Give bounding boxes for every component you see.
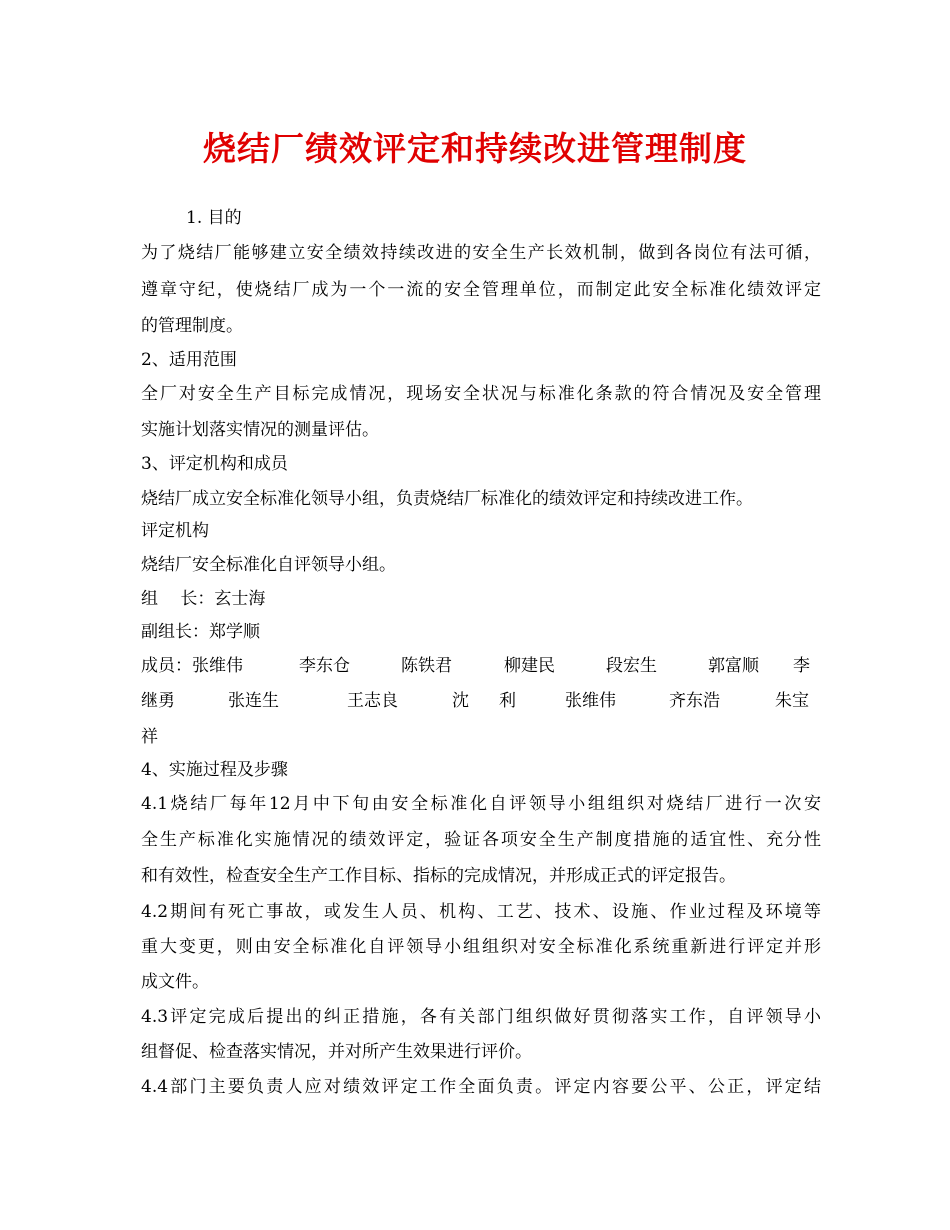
paragraph-line: 烧结厂安全标准化自评领导小组。 (141, 555, 396, 575)
paragraph-line: 为了烧结厂能够建立安全绩效持续改进的安全生产长效机制，做到各岗位有法可循， (141, 243, 821, 263)
paragraph-line: 全厂对安全生产目标完成情况，现场安全状况与标准化条款的符合情况及安全管理 (141, 384, 821, 404)
member-name: 继勇 (141, 691, 175, 711)
subheading: 评定机构 (141, 521, 209, 541)
document-title: 烧结厂绩效评定和持续改进管理制度 (203, 129, 747, 168)
paragraph-line: 4.4部门主要负责人应对绩效评定工作全面负责。评定内容要公平、公正，评定结 (141, 1077, 821, 1097)
member-name: 段宏生 (606, 656, 657, 676)
deputy-leader-line: 副组长：郑学顺 (141, 622, 260, 642)
group-leader-line: 组 长：玄士海 (141, 589, 266, 609)
paragraph-line: 和有效性，检查安全生产工作目标、指标的完成情况，并形成正式的评定报告。 (141, 866, 736, 886)
member-name: 沈 (452, 691, 469, 711)
paragraph-line: 遵章守纪，使烧结厂成为一个一流的安全管理单位，而制定此安全标准化绩效评定 (141, 280, 821, 300)
paragraph-line: 重大变更，则由安全标准化自评领导小组组织对安全标准化系统重新进行评定并形 (141, 937, 821, 957)
member-name: 张维伟 (565, 691, 616, 711)
paragraph-line: 实施计划落实情况的测量评估。 (141, 420, 379, 440)
member-name: 齐东浩 (669, 691, 720, 711)
member-name: 朱宝 (775, 691, 809, 711)
paragraph-line: 组督促、检查落实情况，并对所产生效果进行评价。 (141, 1042, 532, 1062)
paragraph-line: 成文件。 (141, 972, 209, 992)
paragraph-line: 全生产标准化实施情况的绩效评定，验证各项安全生产制度措施的适宜性、充分性 (141, 830, 821, 850)
members-row (141, 689, 821, 713)
member-name: 郭富顺 (708, 656, 759, 676)
paragraph-line: 4.3评定完成后提出的纠正措施，各有关部门组织做好贯彻落实工作，自评领导小 (141, 1007, 821, 1027)
member-name: 成员：张维伟 (141, 656, 243, 676)
member-name: 陈铁君 (401, 656, 452, 676)
section-1-heading: 1. 目的 (186, 208, 242, 228)
member-name: 李东仓 (299, 656, 350, 676)
member-name: 利 (499, 691, 516, 711)
paragraph-line: 4.2期间有死亡事故，或发生人员、机构、工艺、技术、设施、作业过程及环境等 (141, 902, 821, 922)
section-2-heading: 2、适用范围 (141, 350, 237, 370)
member-name-continued: 祥 (141, 727, 158, 747)
section-4-heading: 4、实施过程及步骤 (141, 760, 288, 780)
paragraph-line: 4.1烧结厂每年12月中下旬由安全标准化自评领导小组组织对烧结厂进行一次安 (141, 794, 821, 814)
member-name: 李 (793, 656, 810, 676)
member-name: 张连生 (228, 691, 279, 711)
members-row (141, 654, 821, 678)
member-name: 柳建民 (504, 656, 555, 676)
paragraph-line: 烧结厂成立安全标准化领导小组，负责烧结厂标准化的绩效评定和持续改进工作。 (141, 489, 753, 509)
paragraph-line: 的管理制度。 (141, 316, 243, 336)
member-name: 王志良 (347, 691, 398, 711)
section-3-heading: 3、评定机构和成员 (141, 454, 288, 474)
